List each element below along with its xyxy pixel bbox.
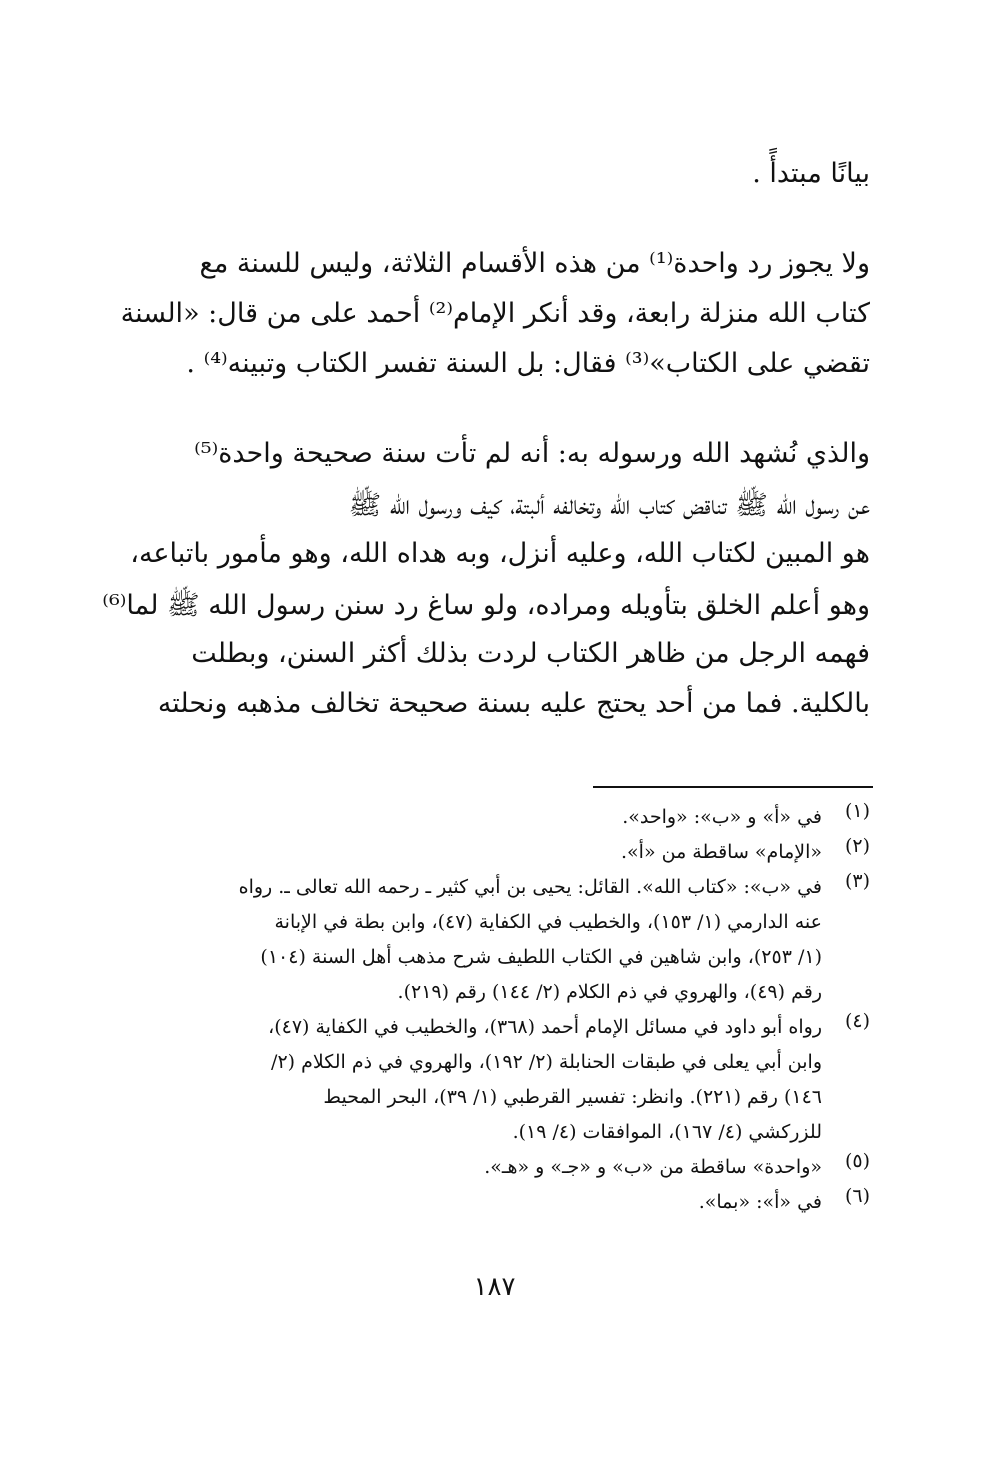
footnote-text: عنه الدارمي (١/ ١٥٣)، والخطيب في الكفاية (٤٧)، وابن بطة في الإبانة [274,911,822,933]
footnote-text: في «أ»: «بما». [698,1191,822,1213]
text-line: فهمه الرجل من ظاهر الكتاب لردت بذلك أكثر السنن، وبطلت [191,638,870,669]
footnote-number: (٣) [844,870,870,892]
footnote-text: في «ب»: «كتاب الله». القائل: يحيى بن أبي كثير ـ رحمه الله تعالى ـ. رواه [238,876,822,898]
footnote-text: وابن أبي يعلى في طبقات الحنابلة (٢/ ١٩٢)، والهروي في ذم الكلام (٢/ [271,1051,822,1073]
footnote-number: (٤) [844,1010,870,1032]
footnote-item [120,1185,870,1220]
page-number: ١٨٧ [473,1272,516,1302]
footnote-item [120,870,870,1010]
footnote-number: (٢) [844,835,870,857]
footnote-text: رقم (٤٩)، والهروي في ذم الكلام (٢/ ١٤٤) رقم (٢١٩). [397,981,822,1003]
text-line: بالكلية. فما من أحد يحتج عليه بسنة صحيحة تخالف مذهبه ونحلته [157,688,870,719]
text-line: تقضي على الكتاب»⁽³⁾ فقال: بل السنة تفسر الكتاب وتبينه⁽⁴⁾ . [186,348,870,379]
footnote-item [120,1150,870,1185]
text-line: بيانًا مبتدأً . [752,158,870,189]
footnote-number: (٥) [844,1150,870,1172]
footnote-item [120,835,870,870]
footnote-item [120,800,870,835]
footnotes [120,800,870,1220]
footnote-text: ١٤٦) رقم (٢٢١). وانظر: تفسير القرطبي (١/ ٣٩)، البحر المحيط [323,1086,822,1108]
text-line: عن رسول الله ﷺ تناقض كتاب الله وتخالفه ألبتة، كيف ورسول الله ﷺ [348,490,870,521]
footnote-text: في «أ» و «ب»: «واحد». [622,806,822,828]
text-line: وهو أعلم الخلق بتأويله ومراده، ولو ساغ رد سنن رسول الله ﷺ لما⁽⁶⁾ [102,590,870,621]
text-line: كتاب الله منزلة رابعة، وقد أنكر الإمام⁽²⁾ أحمد على من قال: «السنة [120,298,870,329]
footnote-text: للزركشي (٤/ ١٦٧)، الموافقات (٤/ ١٩). [512,1121,822,1143]
text-line: والذي نُشهد الله ورسوله به: أنه لم تأت سنة صحيحة واحدة⁽⁵⁾ [194,438,870,469]
text-line: هو المبين لكتاب الله، وعليه أنزل، وبه هداه الله، وهو مأمور باتباعه، [130,538,870,569]
footnote-number: (١) [844,800,870,822]
footnote-separator [593,786,873,788]
footnote-item [120,1010,870,1150]
footnote-text: «الإمام» ساقطة من «أ». [621,841,822,863]
footnote-text: (١/ ٢٥٣)، وابن شاهين في الكتاب اللطيف شرح مذهب أهل السنة (١٠٤) [260,946,822,968]
footnote-number: (٦) [844,1185,870,1207]
text-line: ولا يجوز رد واحدة⁽¹⁾ من هذه الأقسام الثلاثة، وليس للسنة مع [199,248,870,279]
footnote-text: «واحدة» ساقطة من «ب» و «جـ» و «هـ». [484,1156,822,1178]
footnote-text: رواه أبو داود في مسائل الإمام أحمد (٣٦٨)، والخطيب في الكفاية (٤٧)، [268,1016,822,1038]
